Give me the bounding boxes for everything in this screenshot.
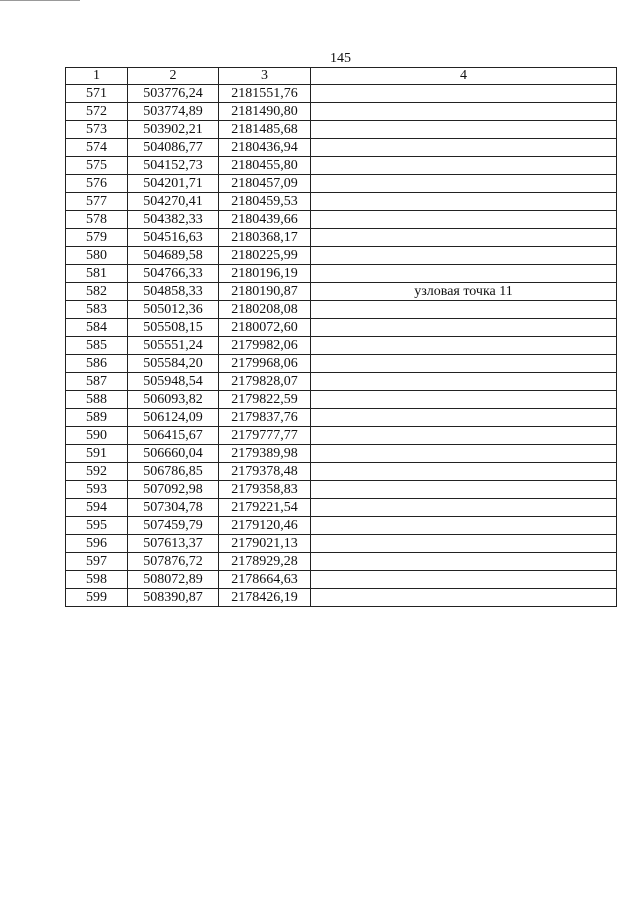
- y-coordinate-cell: 2180459,53: [219, 193, 311, 211]
- y-coordinate-cell: 2178929,28: [219, 553, 311, 571]
- point-number-cell: 595: [66, 517, 128, 535]
- point-number-cell: 584: [66, 319, 128, 337]
- x-coordinate-cell: 505948,54: [128, 373, 219, 391]
- x-coordinate-cell: 504858,33: [128, 283, 219, 301]
- note-cell: [311, 121, 617, 139]
- table-row: [66, 157, 617, 175]
- x-coordinate-cell: 508072,89: [128, 571, 219, 589]
- page-number: 145: [330, 51, 351, 66]
- point-number-cell: 575: [66, 157, 128, 175]
- point-number-cell: 599: [66, 589, 128, 607]
- point-number-cell: 582: [66, 283, 128, 301]
- x-coordinate-cell: 503902,21: [128, 121, 219, 139]
- y-coordinate-cell: 2179221,54: [219, 499, 311, 517]
- y-coordinate-cell: 2178664,63: [219, 571, 311, 589]
- table-row: [66, 229, 617, 247]
- table-row: [66, 103, 617, 121]
- column-header-1: 1: [66, 68, 128, 85]
- table-row: [66, 175, 617, 193]
- y-coordinate-cell: 2179389,98: [219, 445, 311, 463]
- note-cell: [311, 481, 617, 499]
- table-row: [66, 445, 617, 463]
- x-coordinate-cell: 505012,36: [128, 301, 219, 319]
- y-coordinate-cell: 2181490,80: [219, 103, 311, 121]
- table-row: [66, 409, 617, 427]
- note-cell: [311, 535, 617, 553]
- point-number-cell: 590: [66, 427, 128, 445]
- y-coordinate-cell: 2179982,06: [219, 337, 311, 355]
- x-coordinate-cell: 505584,20: [128, 355, 219, 373]
- scan-edge-mark: [0, 0, 80, 1]
- table-row: [66, 499, 617, 517]
- x-coordinate-cell: 505551,24: [128, 337, 219, 355]
- column-header-2: 2: [128, 68, 219, 85]
- x-coordinate-cell: 504270,41: [128, 193, 219, 211]
- point-number-cell: 581: [66, 265, 128, 283]
- point-number-cell: 571: [66, 85, 128, 103]
- x-coordinate-cell: 506660,04: [128, 445, 219, 463]
- x-coordinate-cell: 507459,79: [128, 517, 219, 535]
- y-coordinate-cell: 2179358,83: [219, 481, 311, 499]
- note-cell: [311, 319, 617, 337]
- point-number-cell: 576: [66, 175, 128, 193]
- point-number-cell: 586: [66, 355, 128, 373]
- table-row: [66, 391, 617, 409]
- note-cell: [311, 247, 617, 265]
- note-cell: [311, 139, 617, 157]
- point-number-cell: 589: [66, 409, 128, 427]
- table-row: [66, 535, 617, 553]
- table-row: [66, 553, 617, 571]
- x-coordinate-cell: 507613,37: [128, 535, 219, 553]
- note-cell: [311, 517, 617, 535]
- table-row: [66, 337, 617, 355]
- y-coordinate-cell: 2181485,68: [219, 121, 311, 139]
- note-cell: [311, 103, 617, 121]
- y-coordinate-cell: 2179021,13: [219, 535, 311, 553]
- note-cell: [311, 85, 617, 103]
- note-cell: [311, 499, 617, 517]
- point-number-cell: 597: [66, 553, 128, 571]
- point-number-cell: 596: [66, 535, 128, 553]
- y-coordinate-cell: 2180072,60: [219, 319, 311, 337]
- note-cell: [311, 409, 617, 427]
- note-cell: [311, 445, 617, 463]
- note-cell: [311, 337, 617, 355]
- note-cell: [311, 391, 617, 409]
- x-coordinate-cell: 507092,98: [128, 481, 219, 499]
- y-coordinate-cell: 2179120,46: [219, 517, 311, 535]
- x-coordinate-cell: 506093,82: [128, 391, 219, 409]
- column-header-3: 3: [219, 68, 311, 85]
- x-coordinate-cell: 504766,33: [128, 265, 219, 283]
- y-coordinate-cell: 2179828,07: [219, 373, 311, 391]
- table-row: [66, 283, 617, 301]
- table-row: [66, 571, 617, 589]
- note-cell: [311, 211, 617, 229]
- table-row: [66, 301, 617, 319]
- note-cell: [311, 301, 617, 319]
- note-cell: узловая точка 11: [311, 283, 617, 301]
- y-coordinate-cell: 2179777,77: [219, 427, 311, 445]
- table-row: [66, 463, 617, 481]
- point-number-cell: 579: [66, 229, 128, 247]
- x-coordinate-cell: 504152,73: [128, 157, 219, 175]
- x-coordinate-cell: 506415,67: [128, 427, 219, 445]
- table-row: [66, 517, 617, 535]
- y-coordinate-cell: 2180196,19: [219, 265, 311, 283]
- point-number-cell: 598: [66, 571, 128, 589]
- y-coordinate-cell: 2180455,80: [219, 157, 311, 175]
- table-header: [66, 68, 617, 85]
- x-coordinate-cell: 504689,58: [128, 247, 219, 265]
- table-row: [66, 589, 617, 607]
- y-coordinate-cell: 2180225,99: [219, 247, 311, 265]
- point-number-cell: 585: [66, 337, 128, 355]
- y-coordinate-cell: 2181551,76: [219, 85, 311, 103]
- y-coordinate-cell: 2180190,87: [219, 283, 311, 301]
- table-row: [66, 373, 617, 391]
- note-cell: [311, 157, 617, 175]
- header-row: [66, 68, 617, 85]
- x-coordinate-cell: 504201,71: [128, 175, 219, 193]
- table-row: [66, 319, 617, 337]
- point-number-cell: 573: [66, 121, 128, 139]
- table-row: [66, 481, 617, 499]
- note-cell: [311, 589, 617, 607]
- note-cell: [311, 229, 617, 247]
- point-number-cell: 578: [66, 211, 128, 229]
- note-cell: [311, 427, 617, 445]
- point-number-cell: 593: [66, 481, 128, 499]
- table-row: [66, 85, 617, 103]
- point-number-cell: 580: [66, 247, 128, 265]
- x-coordinate-cell: 506786,85: [128, 463, 219, 481]
- point-number-cell: 574: [66, 139, 128, 157]
- table-row: [66, 139, 617, 157]
- point-number-cell: 577: [66, 193, 128, 211]
- table-row: [66, 427, 617, 445]
- y-coordinate-cell: 2180368,17: [219, 229, 311, 247]
- x-coordinate-cell: 504382,33: [128, 211, 219, 229]
- y-coordinate-cell: 2180457,09: [219, 175, 311, 193]
- note-cell: [311, 175, 617, 193]
- point-number-cell: 588: [66, 391, 128, 409]
- note-cell: [311, 373, 617, 391]
- point-number-cell: 592: [66, 463, 128, 481]
- x-coordinate-cell: 508390,87: [128, 589, 219, 607]
- x-coordinate-cell: 506124,09: [128, 409, 219, 427]
- table-body: [66, 85, 617, 607]
- note-cell: [311, 265, 617, 283]
- note-cell: [311, 193, 617, 211]
- point-number-cell: 591: [66, 445, 128, 463]
- y-coordinate-cell: 2178426,19: [219, 589, 311, 607]
- note-cell: [311, 553, 617, 571]
- point-number-cell: 587: [66, 373, 128, 391]
- y-coordinate-cell: 2179378,48: [219, 463, 311, 481]
- point-number-cell: 594: [66, 499, 128, 517]
- note-cell: [311, 355, 617, 373]
- point-number-cell: 583: [66, 301, 128, 319]
- x-coordinate-cell: 503774,89: [128, 103, 219, 121]
- y-coordinate-cell: 2179968,06: [219, 355, 311, 373]
- x-coordinate-cell: 503776,24: [128, 85, 219, 103]
- y-coordinate-cell: 2179822,59: [219, 391, 311, 409]
- note-cell: [311, 463, 617, 481]
- table-row: [66, 211, 617, 229]
- table-row: [66, 121, 617, 139]
- x-coordinate-cell: 505508,15: [128, 319, 219, 337]
- table-row: [66, 247, 617, 265]
- note-cell: [311, 571, 617, 589]
- x-coordinate-cell: 507304,78: [128, 499, 219, 517]
- point-number-cell: 572: [66, 103, 128, 121]
- table-row: [66, 193, 617, 211]
- y-coordinate-cell: 2180208,08: [219, 301, 311, 319]
- x-coordinate-cell: 507876,72: [128, 553, 219, 571]
- coordinates-table: [65, 67, 617, 607]
- table-row: [66, 355, 617, 373]
- y-coordinate-cell: 2180436,94: [219, 139, 311, 157]
- x-coordinate-cell: 504516,63: [128, 229, 219, 247]
- table-row: [66, 265, 617, 283]
- x-coordinate-cell: 504086,77: [128, 139, 219, 157]
- y-coordinate-cell: 2180439,66: [219, 211, 311, 229]
- y-coordinate-cell: 2179837,76: [219, 409, 311, 427]
- column-header-4: 4: [311, 68, 617, 85]
